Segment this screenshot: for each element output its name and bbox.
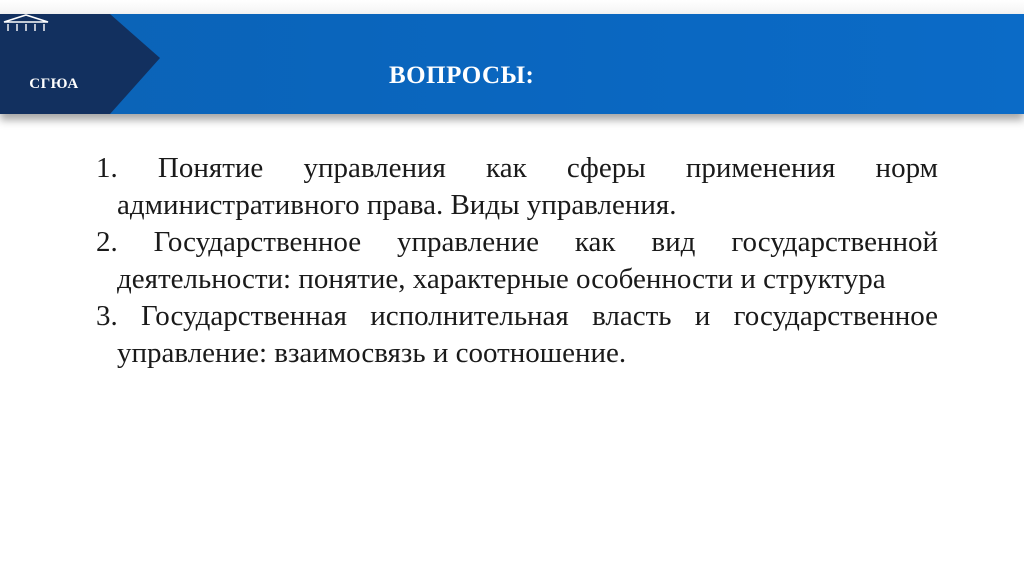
slide-title: ВОПРОСЫ: [389, 62, 535, 89]
question-item [96, 224, 938, 298]
question-number: 2. [96, 226, 118, 258]
questions-list [96, 150, 938, 372]
logo-text: СГЮА [29, 76, 79, 92]
logo-block [0, 14, 160, 114]
question-item [96, 150, 938, 224]
question-text: Государственная исполнительная власть и государственное управление: взаимосвязь и соотношение. [117, 300, 938, 369]
question-number: 1. [96, 152, 118, 184]
question-text: Понятие управления как сферы применения норм административного права. Виды управления. [117, 152, 938, 221]
building-columns-icon [0, 14, 52, 32]
header-top-shade [0, 0, 1024, 14]
question-number: 3. [96, 300, 118, 332]
question-item [96, 298, 938, 372]
question-text: Государственное управление как вид государственной деятельности: понятие, характерные особенности и структура [117, 226, 938, 295]
